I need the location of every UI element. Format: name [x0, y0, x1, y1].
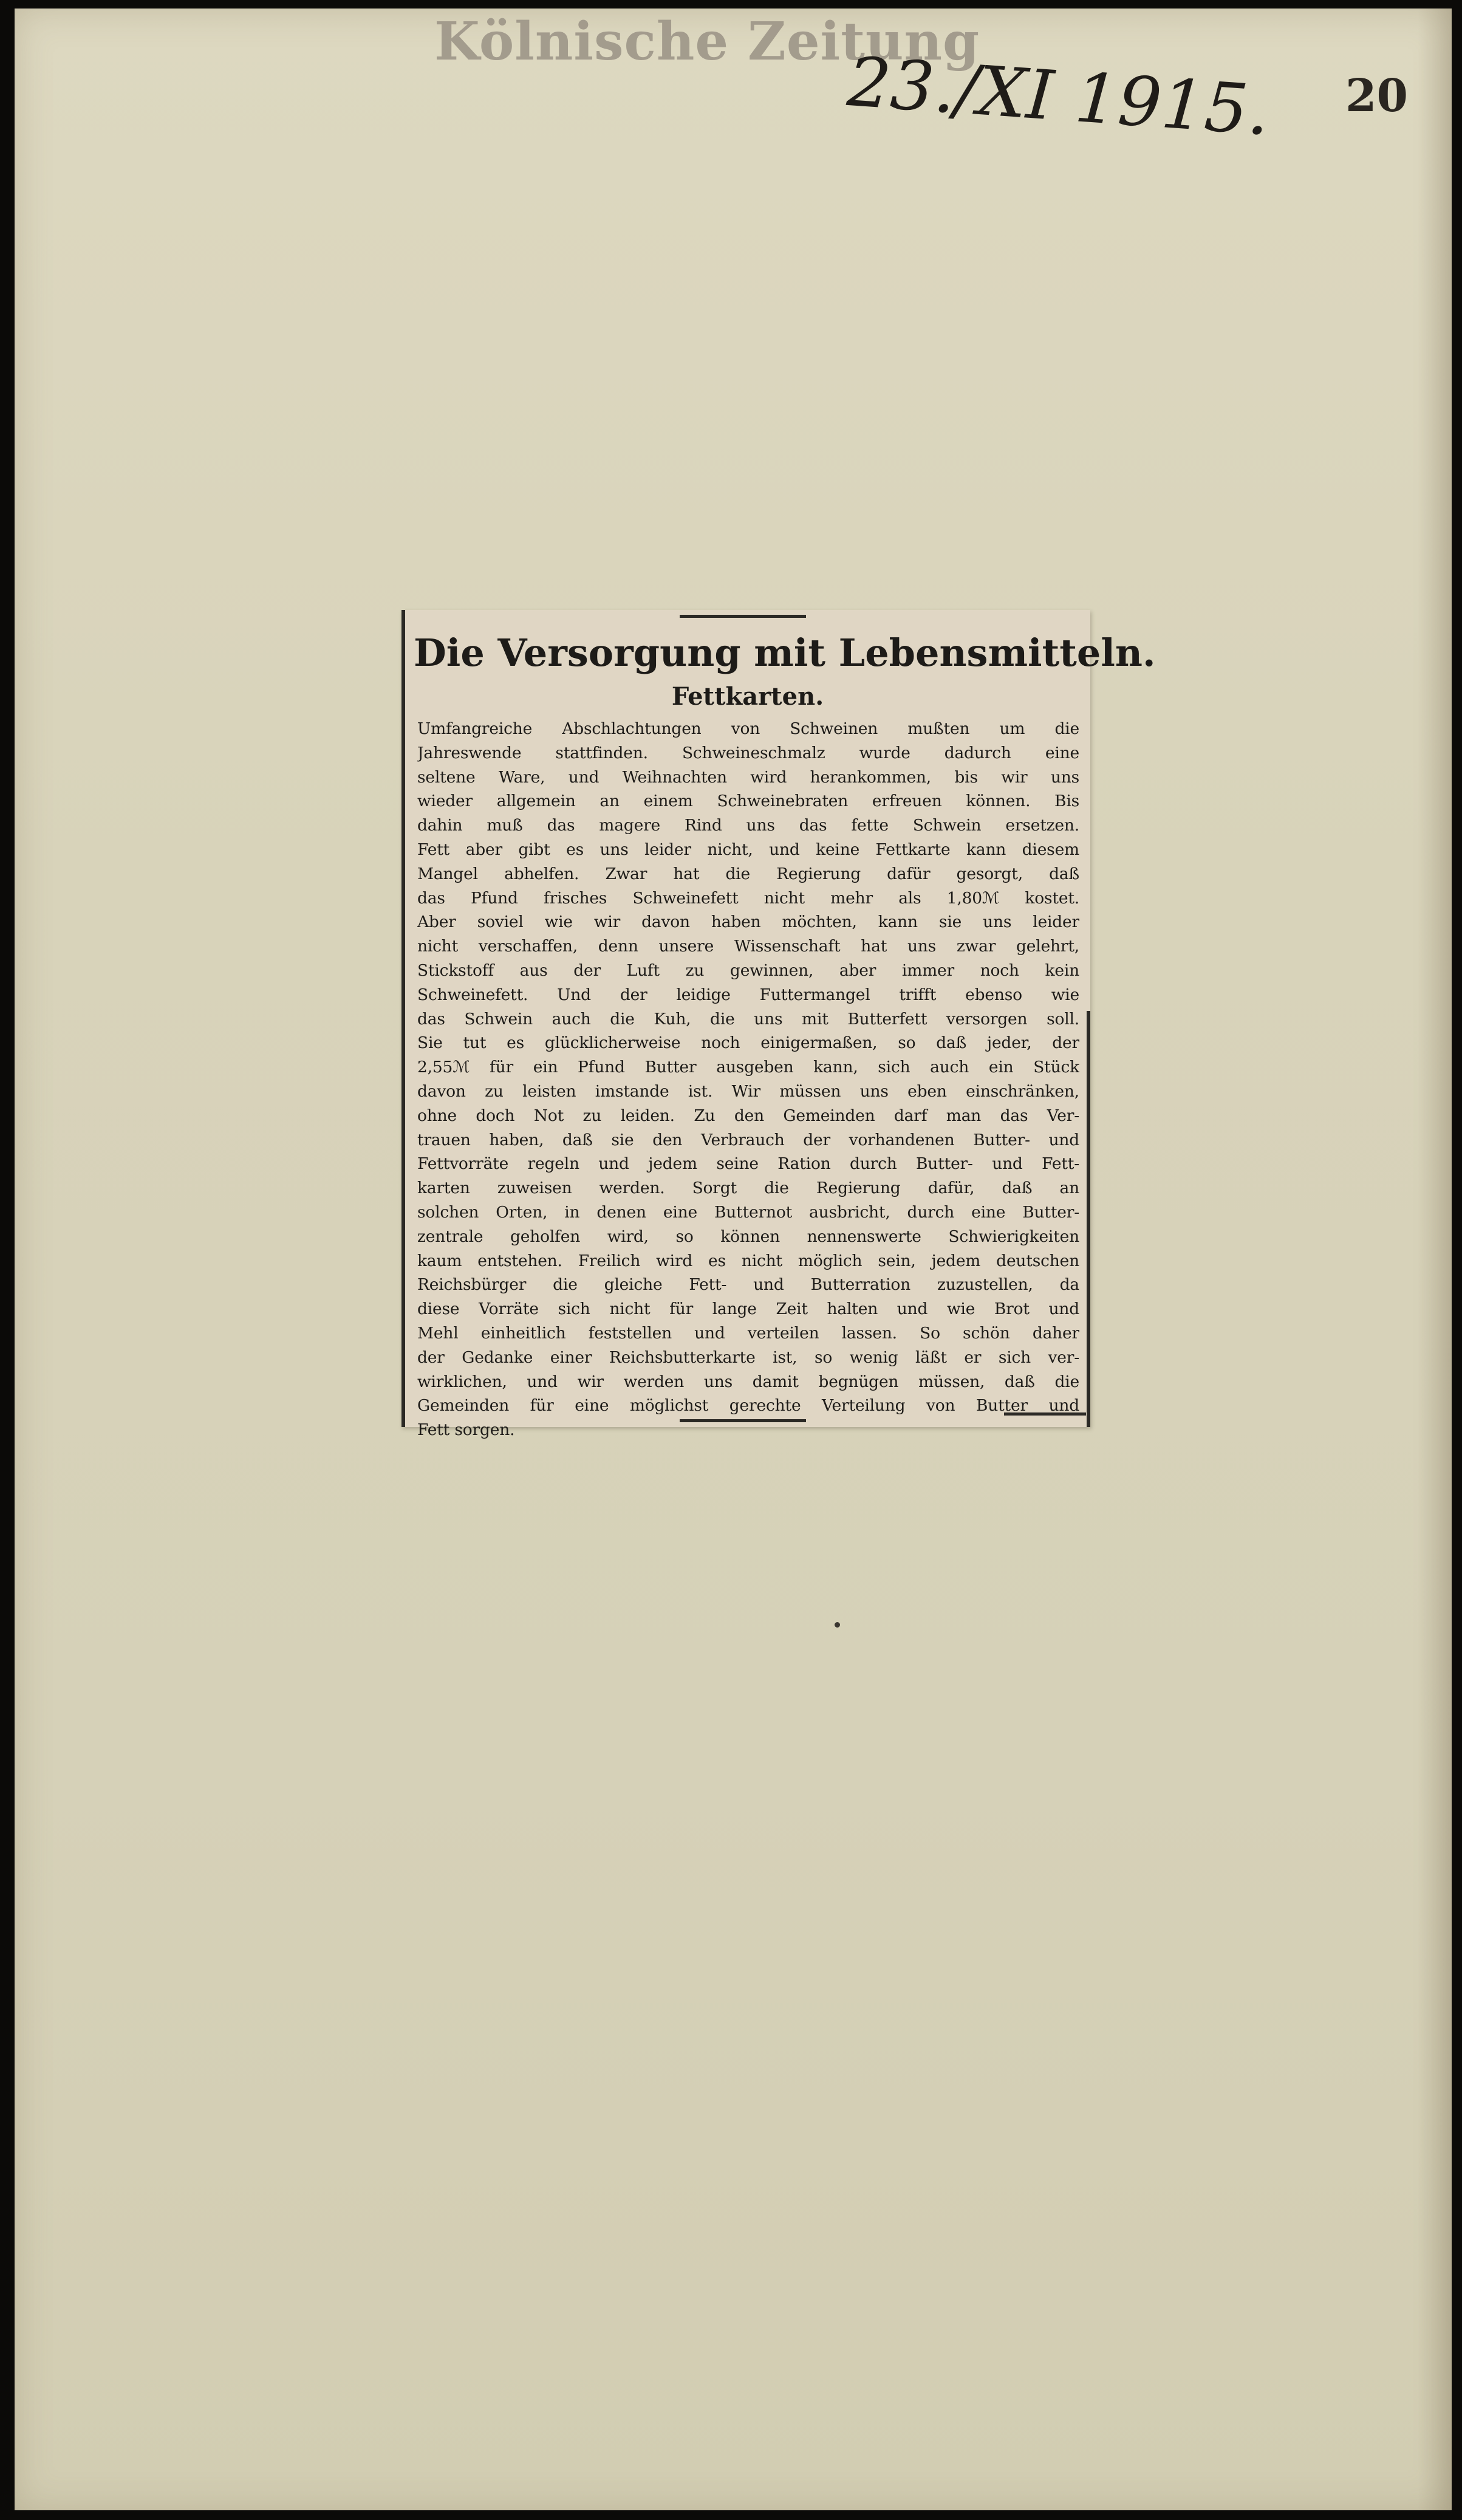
newspaper-clipping — [401, 610, 1156, 1440]
article-line: nicht verschaffen, denn unsere Wissenschaft hat uns zwar gelehrt, — [417, 937, 1079, 956]
article-line: Fettvorräte regeln und jedem seine Ration durch Butter- und Fett- — [417, 1154, 1079, 1174]
ink-dot — [835, 1622, 840, 1628]
handwritten-date: 23./XI 1915. — [844, 43, 1272, 151]
article-line: Fett aber gibt es uns leider nicht, und keine Fettkarte kann diesem — [417, 840, 1079, 859]
article-line: dahin muß das magere Rind uns das fette Schwein ersetzen. — [417, 816, 1079, 835]
article-line: Schweinefett. Und der leidige Futtermangel trifft ebenso wie — [417, 985, 1079, 1004]
article-line: solchen Orten, in denen eine Butternot ausbricht, durch eine Butter- — [417, 1202, 1079, 1222]
article-line: Mehl einheitlich feststellen und verteilen lassen. So schön daher — [417, 1323, 1079, 1343]
page-number: 20 — [1345, 70, 1408, 122]
article-line: wirklichen, und wir werden uns damit begnügen müssen, daß die — [417, 1372, 1079, 1391]
sheet-edge-shadow — [1418, 9, 1452, 2510]
article-line: Mangel abhelfen. Zwar hat die Regierung dafür gesorgt, daß — [417, 864, 1079, 883]
clipping-right-rule — [1087, 1011, 1090, 1427]
article-line: Aber soviel wie wir davon haben möchten, kann sie uns leider — [417, 912, 1079, 932]
clipping-top-rule — [680, 615, 806, 618]
article-line: kaum entstehen. Freilich wird es nicht möglich sein, jedem deutschen — [417, 1251, 1079, 1270]
article-body — [417, 717, 1079, 1442]
newspaper-source-stamp: Kölnische Zeitung — [434, 11, 980, 72]
article-line: seltene Ware, und Weihnachten wird herankommen, bis wir uns — [417, 767, 1079, 787]
article-line: das Pfund frisches Schweinefett nicht mehr als 1,80ℳ kostet. — [417, 888, 1079, 908]
article-title: Die Versorgung mit Lebensmitteln. — [414, 631, 1156, 675]
article-line: diese Vorräte sich nicht für lange Zeit halten und wie Brot und — [417, 1299, 1079, 1319]
article-line: 2,55ℳ für ein Pfund Butter ausgeben kann, sich auch ein Stück — [417, 1058, 1079, 1077]
article-line: trauen haben, daß sie den Verbrauch der vorhandenen Butter- und — [417, 1130, 1079, 1149]
article-line: ohne doch Not zu leiden. Zu den Gemeinden darf man das Ver- — [417, 1106, 1079, 1125]
article-line: Fett sorgen. — [417, 1420, 515, 1440]
article-line: Umfangreiche Abschlachtungen von Schweinen mußten um die — [417, 719, 1079, 738]
article-line: Reichsbürger die gleiche Fett- und Butterration zuzustellen, da — [417, 1275, 1079, 1295]
article-line: Gemeinden für eine möglichst gerechte Verteilung von Butter und — [417, 1396, 1079, 1416]
article-line: karten zuweisen werden. Sorgt die Regierung dafür, daß an — [417, 1179, 1079, 1198]
article-subtitle: Fettkarten. — [671, 682, 824, 711]
article-line: Jahreswende stattfinden. Schweineschmalz wurde dadurch eine — [417, 743, 1079, 762]
article-line: wieder allgemein an einem Schweinebraten erfreuen können. Bis — [417, 792, 1079, 811]
clipping-left-rule — [401, 610, 405, 1427]
article-line: zentrale geholfen wird, so können nennenswerte Schwierigkeiten — [417, 1227, 1079, 1246]
article-line: Sie tut es glücklicherweise noch einigermaßen, so daß jeder, der — [417, 1033, 1079, 1053]
article-line: Stickstoff aus der Luft zu gewinnen, aber immer noch kein — [417, 960, 1079, 980]
article-line: das Schwein auch die Kuh, die uns mit Butterfett versorgen soll. — [417, 1009, 1079, 1029]
article-line: der Gedanke einer Reichsbutterkarte ist, so wenig läßt er sich ver- — [417, 1347, 1079, 1367]
article-line: davon zu leisten imstande ist. Wir müssen uns eben einschränken, — [417, 1081, 1079, 1101]
